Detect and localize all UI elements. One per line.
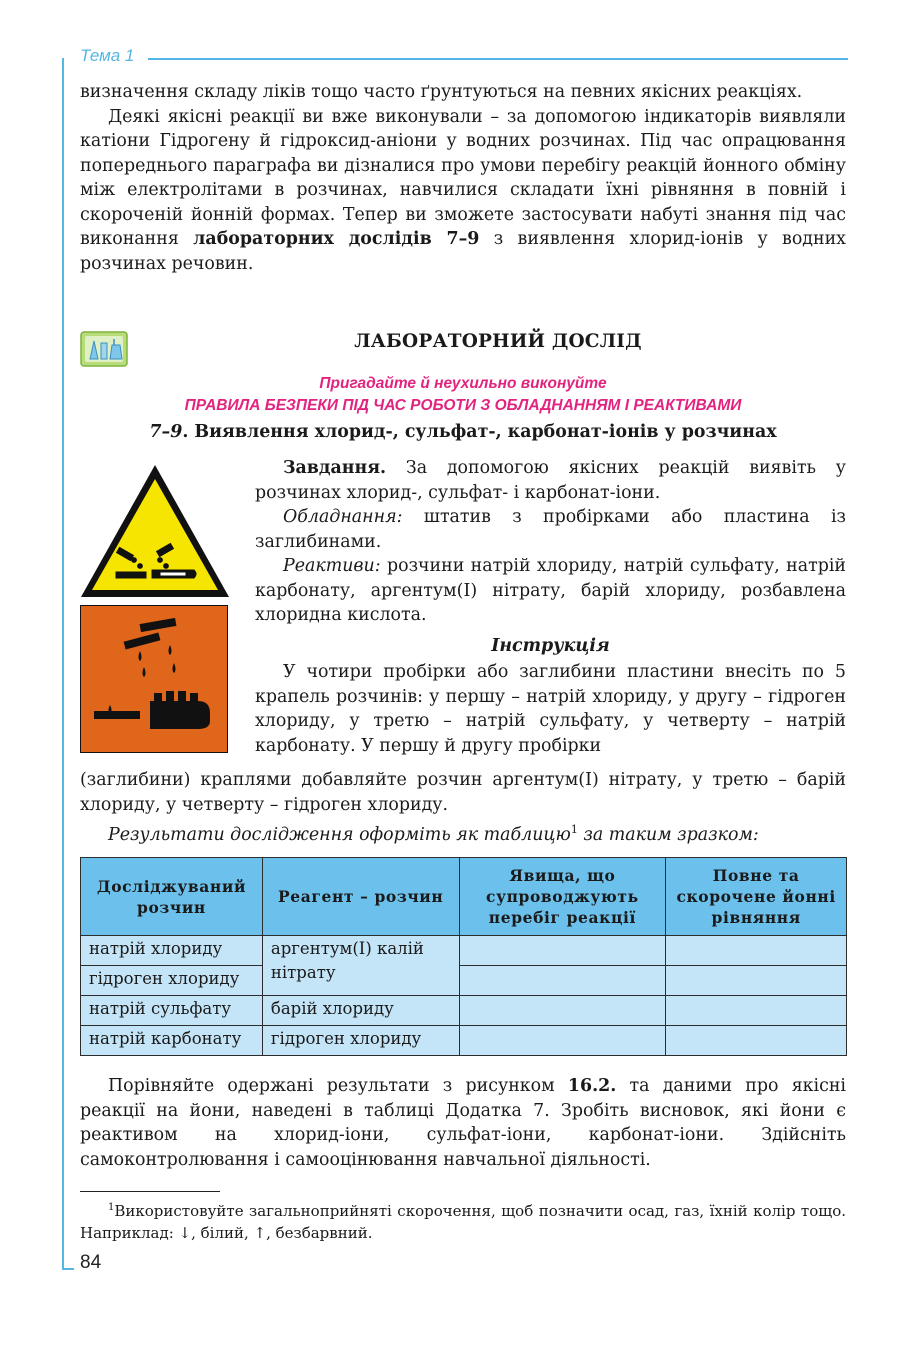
results-instruction (80, 818, 846, 847)
cell-reagent: барій хлориду (262, 996, 459, 1026)
intro-text (80, 80, 846, 276)
table-row (81, 966, 847, 996)
cell-solution: натрій хлориду (81, 936, 263, 966)
intro-p2-text: Деякі якісні реакції ви вже виконували – за допомогою індикаторів виявляли катіони Гідрогену й гідроксид-аніони у водних розчинах. Під час опрацювання попереднього параграфа ви дізналися про умови перебігу реакцій йонного обміну між електролітами в розчинах, навчилися складати їхні рівняння в повній і скороченій йонній формах. Тепер ви зможете застосувати набуті знання під час виконання (80, 106, 846, 249)
equipment-text: штатив з пробірками або пластина із заглибинами. (255, 507, 846, 552)
instruction-title: Інструкція (491, 635, 610, 656)
col-header-phenomena: Явища, що супроводжують перебіг реакції (459, 858, 666, 936)
equipment-paragraph (255, 505, 846, 554)
header-rule (148, 58, 848, 60)
cell-equation (666, 936, 847, 966)
footnote (80, 1197, 846, 1244)
equipment-label: Обладнання: (283, 507, 403, 527)
col-header-solution: Досліджуваний розчин (81, 858, 263, 936)
topic-header (62, 44, 848, 70)
results-end: за таким зразком: (577, 824, 759, 845)
intro-p2-bold: лабораторних дослідів 7–9 (193, 229, 480, 249)
corrosive-warning-triangle-icon (78, 462, 232, 600)
cell-solution: натрій сульфату (81, 996, 263, 1026)
cell-reagent: гідроген хлориду (262, 1026, 459, 1056)
task-paragraph (255, 456, 846, 505)
cell-solution: натрій карбонату (81, 1026, 263, 1056)
conclusion-text (80, 1074, 846, 1172)
results-table (80, 857, 847, 1056)
footnote-marker: 1 (108, 1202, 115, 1213)
task-text: За допомогою якісних реакцій виявіть у розчинах хлорид-, сульфат- і карбонат-іони. (255, 458, 846, 503)
footnote-text: Використовуйте загальноприйняті скорочення, щоб позначити осад, газ, їхній колір тощо. Наприклад: ↓, білий, ↑, безбарвний. (80, 1202, 846, 1242)
table-row (81, 996, 847, 1026)
col-header-reagent: Реагент – розчин (262, 858, 459, 936)
conclusion-paragraph (80, 1074, 846, 1172)
col-header-equations: Повне та скорочене йонні рівняння (666, 858, 847, 936)
experiment-title (80, 422, 846, 442)
conclusion-start: Порівняйте одержані результати з рисунком (108, 1076, 568, 1096)
instruction-continued (80, 768, 846, 817)
cell-reagent: аргентум(I) калій нітрату (262, 936, 459, 996)
cell-phenomena (459, 1026, 666, 1056)
table-row (81, 936, 847, 966)
cell-solution: гідроген хлориду (81, 966, 263, 996)
cell-equation (666, 996, 847, 1026)
reagents-text: розчини натрій хлориду, натрій сульфату, натрій карбонату, аргентум(I) нітрату, барій хлориду, розбавлена хлоридна кислота. (255, 556, 846, 625)
cell-phenomena (459, 996, 666, 1026)
task-label: Завдання. (283, 458, 387, 478)
topic-label: Тема 1 (80, 46, 140, 66)
table-row (81, 1026, 847, 1056)
reagents-paragraph (255, 554, 846, 628)
left-margin-rule (62, 62, 64, 1270)
intro-paragraph-1: визначення складу ліків тощо часто ґрунтуються на певних якісних реакціях. (80, 82, 803, 102)
cell-equation (666, 1026, 847, 1056)
footnote-ref: 1 (570, 823, 578, 836)
safety-line-1: Пригадайте й неухильно виконуйте (319, 375, 607, 392)
lab-experiment-icon (80, 329, 128, 369)
reagents-label: Реактиви: (283, 556, 381, 576)
instruction-paragraph: У чотири пробірки або заглибини пластини внесіть по 5 крапель розчинів: у першу – натрій хлориду, у другу – гідроген хлориду, у третю – натрій сульфату, у четверту – натрій карбонату. У першу й другу пробірки (255, 662, 846, 756)
safety-notice (80, 373, 846, 417)
experiment-description (255, 456, 846, 758)
intro-p2-end: з виявлення хлорид-іонів у водних розчинах речовин. (80, 229, 846, 274)
figure-ref: 16.2. (567, 1076, 617, 1096)
instruction-continued-text: (заглибини) краплями добавляйте розчин аргентум(I) нітрату, у третю – барій хлориду, у четверту – гідроген хлориду. (80, 770, 846, 815)
table-header-row (81, 858, 847, 936)
safety-line-2: ПРАВИЛА БЕЗПЕКИ ПІД ЧАС РОБОТИ З ОБЛАДНАННЯМ І РЕАКТИВАМИ (184, 397, 742, 414)
cell-equation (666, 966, 847, 996)
page-number-rule (62, 1268, 74, 1270)
results-text: Результати дослідження оформіть як таблицю (108, 824, 571, 845)
corrosive-warning-square-icon (80, 605, 228, 753)
cell-phenomena (459, 966, 666, 996)
intro-paragraph-2 (80, 105, 846, 277)
conclusion-end: та даними про якісні реакції на йони, наведені в таблиці Додатка 7. Зробіть висновок, які йони є реактивом на хлорид-іони, сульфат-іони, карбонат-іони. Здійсніть самоконтролювання і самооцінювання навчальної діяльності. (80, 1076, 846, 1170)
experiment-title-text: . Виявлення хлорид-, сульфат-, карбонат-іонів у розчинах (182, 422, 777, 442)
page-number: 84 (80, 1252, 102, 1273)
footnote-rule (80, 1191, 220, 1192)
cell-phenomena (459, 936, 666, 966)
lab-title: ЛАБОРАТОРНИЙ ДОСЛІД (354, 331, 642, 352)
experiment-number: 7–9 (149, 422, 183, 442)
